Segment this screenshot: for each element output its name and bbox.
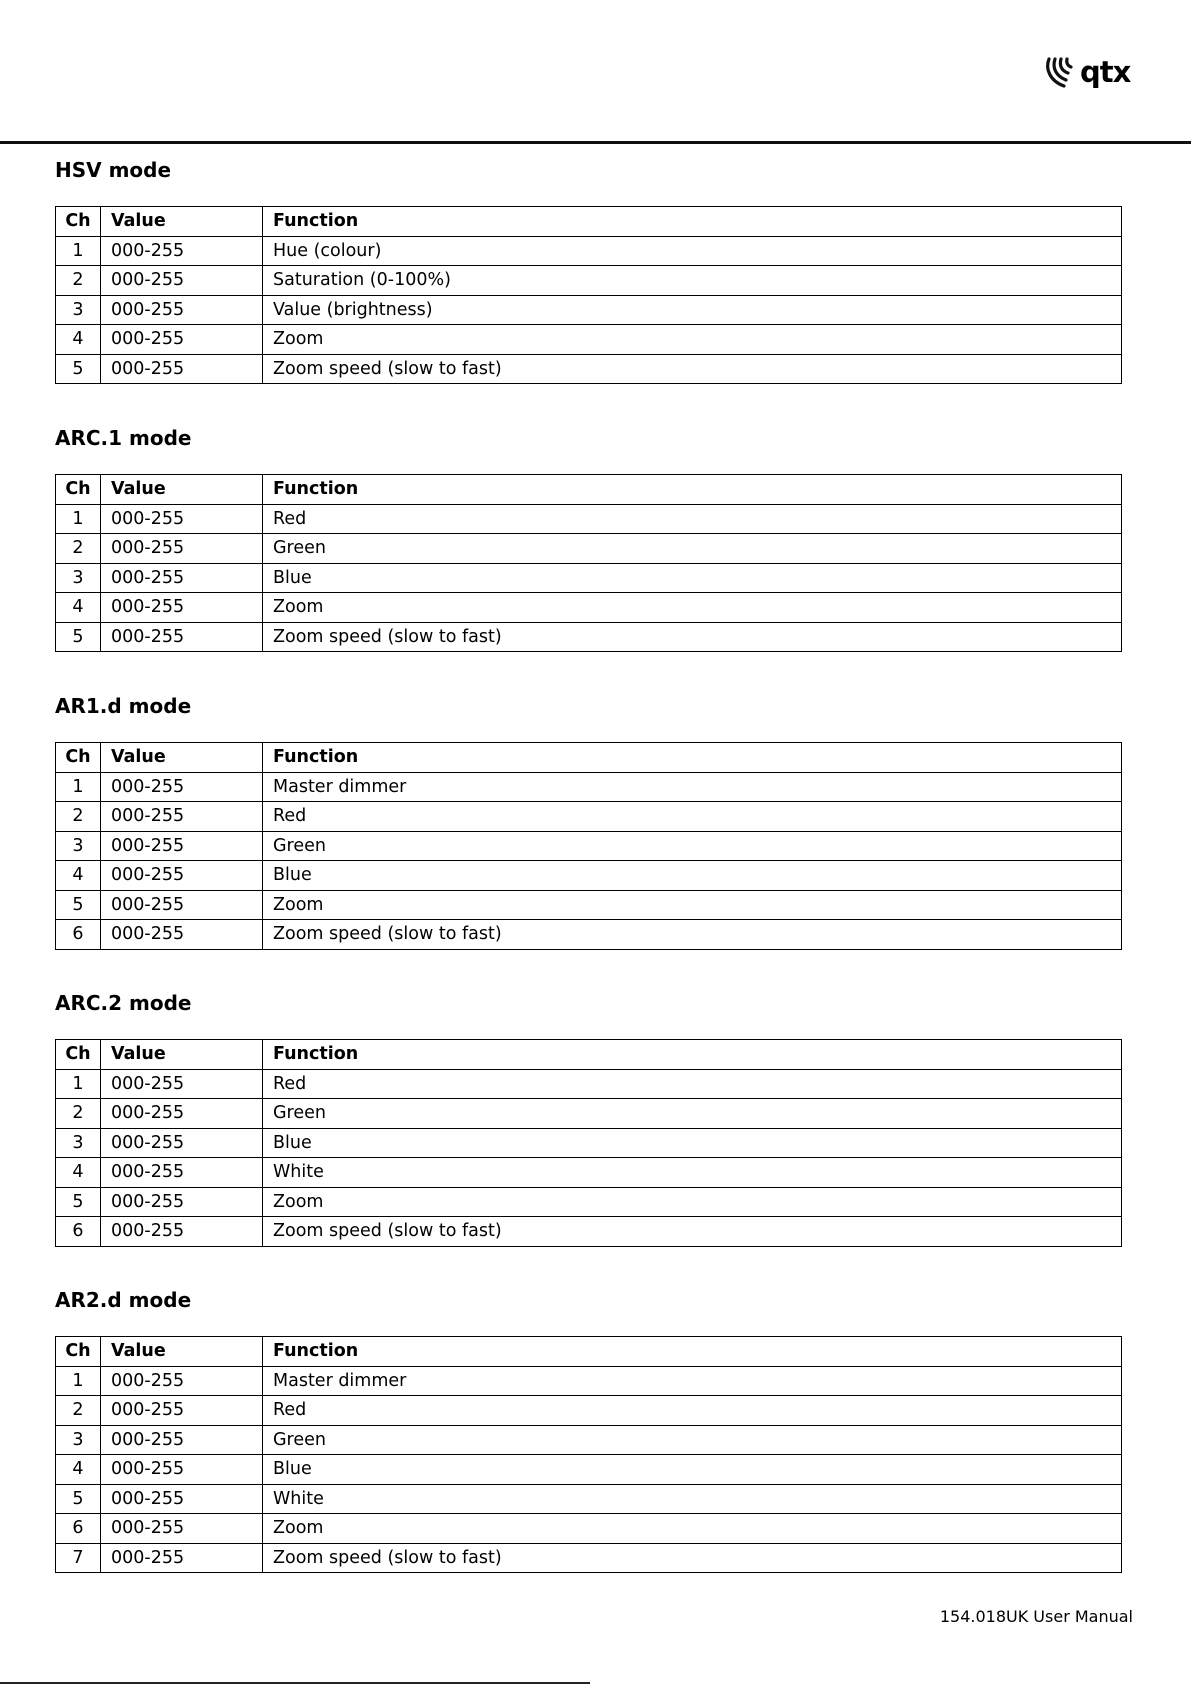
cell-ch: 3: [56, 295, 101, 325]
cell-ch: 2: [56, 1396, 101, 1426]
cell-function: Blue: [263, 861, 1122, 891]
cell-function: Zoom: [263, 593, 1122, 623]
channel-table: [55, 1336, 1122, 1573]
channel-table: [55, 742, 1122, 950]
cell-value: 000-255: [101, 1217, 263, 1247]
cell-function: Red: [263, 504, 1122, 534]
cell-function: Zoom: [263, 890, 1122, 920]
cell-value: 000-255: [101, 861, 263, 891]
cell-ch: 5: [56, 890, 101, 920]
cell-value: 000-255: [101, 1099, 263, 1129]
cell-function: Blue: [263, 563, 1122, 593]
table-row: [56, 1543, 1122, 1573]
brand-name: qtx: [1080, 54, 1131, 89]
table-row: [56, 831, 1122, 861]
cell-ch: 1: [56, 504, 101, 534]
section-hsv-mode: [55, 157, 1122, 384]
column-header-function: Function: [263, 207, 1122, 237]
table-row: [56, 325, 1122, 355]
cell-value: 000-255: [101, 920, 263, 950]
cell-value: 000-255: [101, 1128, 263, 1158]
section-title: AR1.d mode: [55, 694, 192, 718]
cell-ch: 5: [56, 1187, 101, 1217]
footer-manual-id: 154.018UK User Manual: [939, 1607, 1133, 1626]
table-row: [56, 236, 1122, 266]
cell-value: 000-255: [101, 266, 263, 296]
cell-ch: 3: [56, 1128, 101, 1158]
section-title: HSV mode: [55, 158, 172, 182]
cell-ch: 4: [56, 861, 101, 891]
cell-function: Zoom: [263, 1187, 1122, 1217]
cell-value: 000-255: [101, 1187, 263, 1217]
cell-function: Green: [263, 1099, 1122, 1129]
cell-value: 000-255: [101, 1396, 263, 1426]
table-header-row: [56, 743, 1122, 773]
cell-value: 000-255: [101, 325, 263, 355]
table-row: [56, 802, 1122, 832]
table-row: [56, 593, 1122, 623]
table-row: [56, 1128, 1122, 1158]
cell-function: White: [263, 1484, 1122, 1514]
cell-value: 000-255: [101, 1069, 263, 1099]
cell-value: 000-255: [101, 802, 263, 832]
cell-ch: 3: [56, 563, 101, 593]
cell-ch: 1: [56, 1366, 101, 1396]
column-header-ch: Ch: [56, 1337, 101, 1367]
header-divider: [0, 141, 1191, 144]
section-ar2d-mode: [55, 1287, 1122, 1573]
section-title: AR2.d mode: [55, 1288, 192, 1312]
cell-ch: 6: [56, 920, 101, 950]
cell-value: 000-255: [101, 772, 263, 802]
cell-value: 000-255: [101, 1455, 263, 1485]
cell-value: 000-255: [101, 831, 263, 861]
table-row: [56, 1396, 1122, 1426]
footer-divider: [0, 1682, 590, 1684]
qtx-wave-icon: [1044, 55, 1078, 89]
cell-ch: 7: [56, 1543, 101, 1573]
channel-table: [55, 474, 1122, 652]
table-row: [56, 920, 1122, 950]
cell-function: Blue: [263, 1455, 1122, 1485]
cell-value: 000-255: [101, 1366, 263, 1396]
column-header-function: Function: [263, 475, 1122, 505]
table-row: [56, 890, 1122, 920]
table-row: [56, 1099, 1122, 1129]
cell-function: Red: [263, 802, 1122, 832]
cell-ch: 3: [56, 831, 101, 861]
brand-logo: [1044, 54, 1130, 90]
table-row: [56, 295, 1122, 325]
cell-function: Green: [263, 831, 1122, 861]
table-header-row: [56, 1337, 1122, 1367]
cell-ch: 2: [56, 1099, 101, 1129]
cell-ch: 1: [56, 772, 101, 802]
cell-ch: 5: [56, 1484, 101, 1514]
column-header-value: Value: [101, 475, 263, 505]
column-header-value: Value: [101, 207, 263, 237]
cell-ch: 4: [56, 325, 101, 355]
cell-value: 000-255: [101, 295, 263, 325]
cell-function: White: [263, 1158, 1122, 1188]
cell-ch: 4: [56, 593, 101, 623]
table-row: [56, 354, 1122, 384]
cell-function: Zoom: [263, 1514, 1122, 1544]
table-row: [56, 622, 1122, 652]
cell-ch: 2: [56, 266, 101, 296]
table-row: [56, 1069, 1122, 1099]
cell-value: 000-255: [101, 1543, 263, 1573]
column-header-ch: Ch: [56, 207, 101, 237]
cell-value: 000-255: [101, 1514, 263, 1544]
section-ar1d-mode: [55, 693, 1122, 950]
cell-ch: 5: [56, 622, 101, 652]
table-header-row: [56, 1040, 1122, 1070]
table-row: [56, 1484, 1122, 1514]
cell-ch: 6: [56, 1217, 101, 1247]
cell-value: 000-255: [101, 563, 263, 593]
cell-function: Red: [263, 1069, 1122, 1099]
cell-value: 000-255: [101, 890, 263, 920]
column-header-ch: Ch: [56, 743, 101, 773]
table-row: [56, 1366, 1122, 1396]
cell-ch: 2: [56, 802, 101, 832]
cell-function: Green: [263, 534, 1122, 564]
cell-ch: 5: [56, 354, 101, 384]
table-row: [56, 504, 1122, 534]
column-header-function: Function: [263, 743, 1122, 773]
cell-function: Saturation (0-100%): [263, 266, 1122, 296]
cell-function: Blue: [263, 1128, 1122, 1158]
table-row: [56, 266, 1122, 296]
cell-function: Hue (colour): [263, 236, 1122, 266]
cell-value: 000-255: [101, 1425, 263, 1455]
table-row: [56, 861, 1122, 891]
column-header-value: Value: [101, 1337, 263, 1367]
cell-value: 000-255: [101, 593, 263, 623]
table-row: [56, 1158, 1122, 1188]
cell-ch: 1: [56, 1069, 101, 1099]
cell-value: 000-255: [101, 622, 263, 652]
section-title: ARC.1 mode: [55, 426, 192, 450]
cell-ch: 3: [56, 1425, 101, 1455]
table-row: [56, 534, 1122, 564]
cell-ch: 4: [56, 1158, 101, 1188]
column-header-value: Value: [101, 1040, 263, 1070]
cell-value: 000-255: [101, 236, 263, 266]
column-header-ch: Ch: [56, 1040, 101, 1070]
cell-function: Zoom speed (slow to fast): [263, 920, 1122, 950]
cell-function: Green: [263, 1425, 1122, 1455]
section-arc1-mode: [55, 425, 1122, 652]
column-header-function: Function: [263, 1040, 1122, 1070]
cell-function: Zoom speed (slow to fast): [263, 622, 1122, 652]
table-header-row: [56, 475, 1122, 505]
cell-value: 000-255: [101, 534, 263, 564]
cell-function: Zoom: [263, 325, 1122, 355]
cell-function: Master dimmer: [263, 1366, 1122, 1396]
cell-ch: 4: [56, 1455, 101, 1485]
column-header-ch: Ch: [56, 475, 101, 505]
channel-table: [55, 1039, 1122, 1247]
cell-function: Zoom speed (slow to fast): [263, 1217, 1122, 1247]
cell-value: 000-255: [101, 354, 263, 384]
table-header-row: [56, 207, 1122, 237]
cell-function: Zoom speed (slow to fast): [263, 1543, 1122, 1573]
channel-table: [55, 206, 1122, 384]
cell-ch: 2: [56, 534, 101, 564]
table-row: [56, 772, 1122, 802]
table-row: [56, 1217, 1122, 1247]
table-row: [56, 1514, 1122, 1544]
cell-function: Zoom speed (slow to fast): [263, 354, 1122, 384]
table-row: [56, 1187, 1122, 1217]
table-row: [56, 1425, 1122, 1455]
table-row: [56, 563, 1122, 593]
table-row: [56, 1455, 1122, 1485]
cell-function: Red: [263, 1396, 1122, 1426]
cell-ch: 6: [56, 1514, 101, 1544]
column-header-value: Value: [101, 743, 263, 773]
cell-function: Master dimmer: [263, 772, 1122, 802]
column-header-function: Function: [263, 1337, 1122, 1367]
cell-value: 000-255: [101, 1484, 263, 1514]
section-arc2-mode: [55, 990, 1122, 1247]
cell-value: 000-255: [101, 1158, 263, 1188]
section-title: ARC.2 mode: [55, 991, 192, 1015]
cell-value: 000-255: [101, 504, 263, 534]
cell-ch: 1: [56, 236, 101, 266]
cell-function: Value (brightness): [263, 295, 1122, 325]
